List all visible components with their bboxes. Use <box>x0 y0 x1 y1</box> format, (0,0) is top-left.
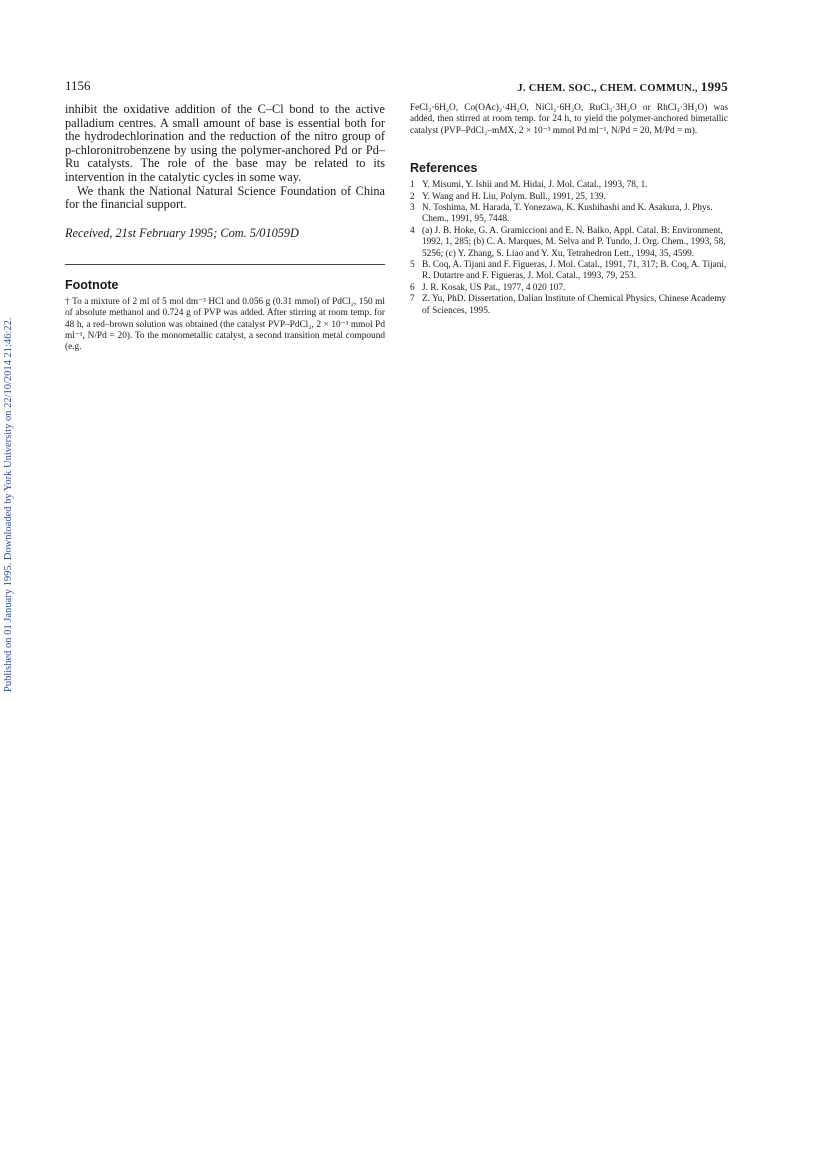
journal-name: J. CHEM. SOC., CHEM. COMMUN., <box>517 83 698 94</box>
reference-text: Y. Misumi, Y. Ishii and M. Hidai, J. Mol. Catal., 1993, 78, 1. <box>422 180 648 191</box>
references-list <box>410 180 728 317</box>
download-watermark: Published on 01 January 1995. Downloaded by York University on 22/10/2014 21:46:22. <box>3 317 14 692</box>
footnote-continued: FeCl₃·6H₂O, Co(OAc)₂·4H₂O, NiCl₂·6H₂O, RuCl₃·3H₂O or RhCl₃·3H₂O) was added, then stirred at room temp. for 24 h, to yield the polymer-anchored bimetallic catalyst (PVP–PdCl₂–mMX, 2 × 10⁻³ mmol Pd ml⁻¹, N/Pd = 20, M/Pd = m). <box>410 103 728 136</box>
reference-text: N. Toshima, M. Harada, T. Yonezawa, K. Kushihashi and K. Asakura, J. Phys. Chem., 1991, 95, 7448. <box>422 203 713 225</box>
journal-year: 1995 <box>700 79 728 94</box>
acknowledgement-paragraph: We thank the National Natural Science Foundation of China for the financial support. <box>65 183 385 212</box>
received-line: Received, 21st February 1995; Com. 5/01059D <box>65 225 299 240</box>
reference-item <box>410 294 728 317</box>
reference-text: J. R. Kosak, US Pat., 1977, 4 020 107. <box>422 282 566 293</box>
reference-item <box>410 203 728 226</box>
journal-header <box>517 79 728 95</box>
reference-number: 3 <box>410 203 415 214</box>
reference-number: 6 <box>410 282 415 293</box>
reference-item <box>410 226 728 260</box>
reference-text: (a) J. B. Hoke, G. A. Gramiccioni and E. N. Balko, Appl. Catal. B: Environment, 1992, 1, 285; (b) C. A. Marques, M. Selva and P. Tundo, J. Org. Chem., 1993, 58, 5256; (c) Y. Zhang, S. Liao and Y. Xu, Tetrahedron Lett., 1994, 35, 4599. <box>422 225 726 259</box>
reference-item <box>410 180 728 191</box>
reference-number: 2 <box>410 191 415 202</box>
reference-number: 4 <box>410 225 415 236</box>
reference-text: B. Coq, A. Tijani and F. Figueras, J. Mol. Catal., 1991, 71, 317; B. Coq, A. Tijani, R. Dutartre and F. Figueras, J. Mol. Catal., 1993, 79, 253. <box>422 260 727 282</box>
left-column <box>65 103 385 354</box>
body-paragraph: inhibit the oxidative addition of the C–Cl bond to the active palladium centres. A small amount of base is essential both for the hydrodechlorination and the reduction of the nitro group of p-chloronitrobenzene by using the polymer-anchored Pd or Pd–Ru catalysts. The role of the base may be related to its intervention in the catalytic cycles in some way. <box>65 102 385 184</box>
reference-item <box>410 192 728 203</box>
section-divider <box>65 264 385 265</box>
references-heading: References <box>410 161 478 176</box>
reference-number: 7 <box>410 294 415 305</box>
footnote-text: † To a mixture of 2 ml of 5 mol dm⁻³ HCl and 0.056 g (0.31 mmol) of PdCl₂, 150 ml of absolute methanol and 0.724 g of PVP was added. After stirring at room temp. for 48 h, a red–brown solution was obtained (the catalyst PVP–PdCl₂, 2 × 10⁻³ mmol Pd ml⁻¹, N/Pd = 20). To the monometallic catalyst, a second transition metal compound (e.g. <box>65 296 385 353</box>
reference-text: Z. Yu, PhD. Dissertation, Dalian Institute of Chemical Physics, Chinese Academy of Sciences, 1995. <box>422 294 727 316</box>
reference-number: 1 <box>410 180 415 191</box>
reference-item <box>410 283 728 294</box>
right-column <box>410 103 728 317</box>
reference-number: 5 <box>410 260 415 271</box>
footnote-heading: Footnote <box>65 277 119 292</box>
page-number: 1156 <box>65 78 91 93</box>
reference-text: Y. Wang and H. Liu, Polym. Bull., 1991, 25, 139. <box>422 191 606 202</box>
reference-item <box>410 260 728 283</box>
